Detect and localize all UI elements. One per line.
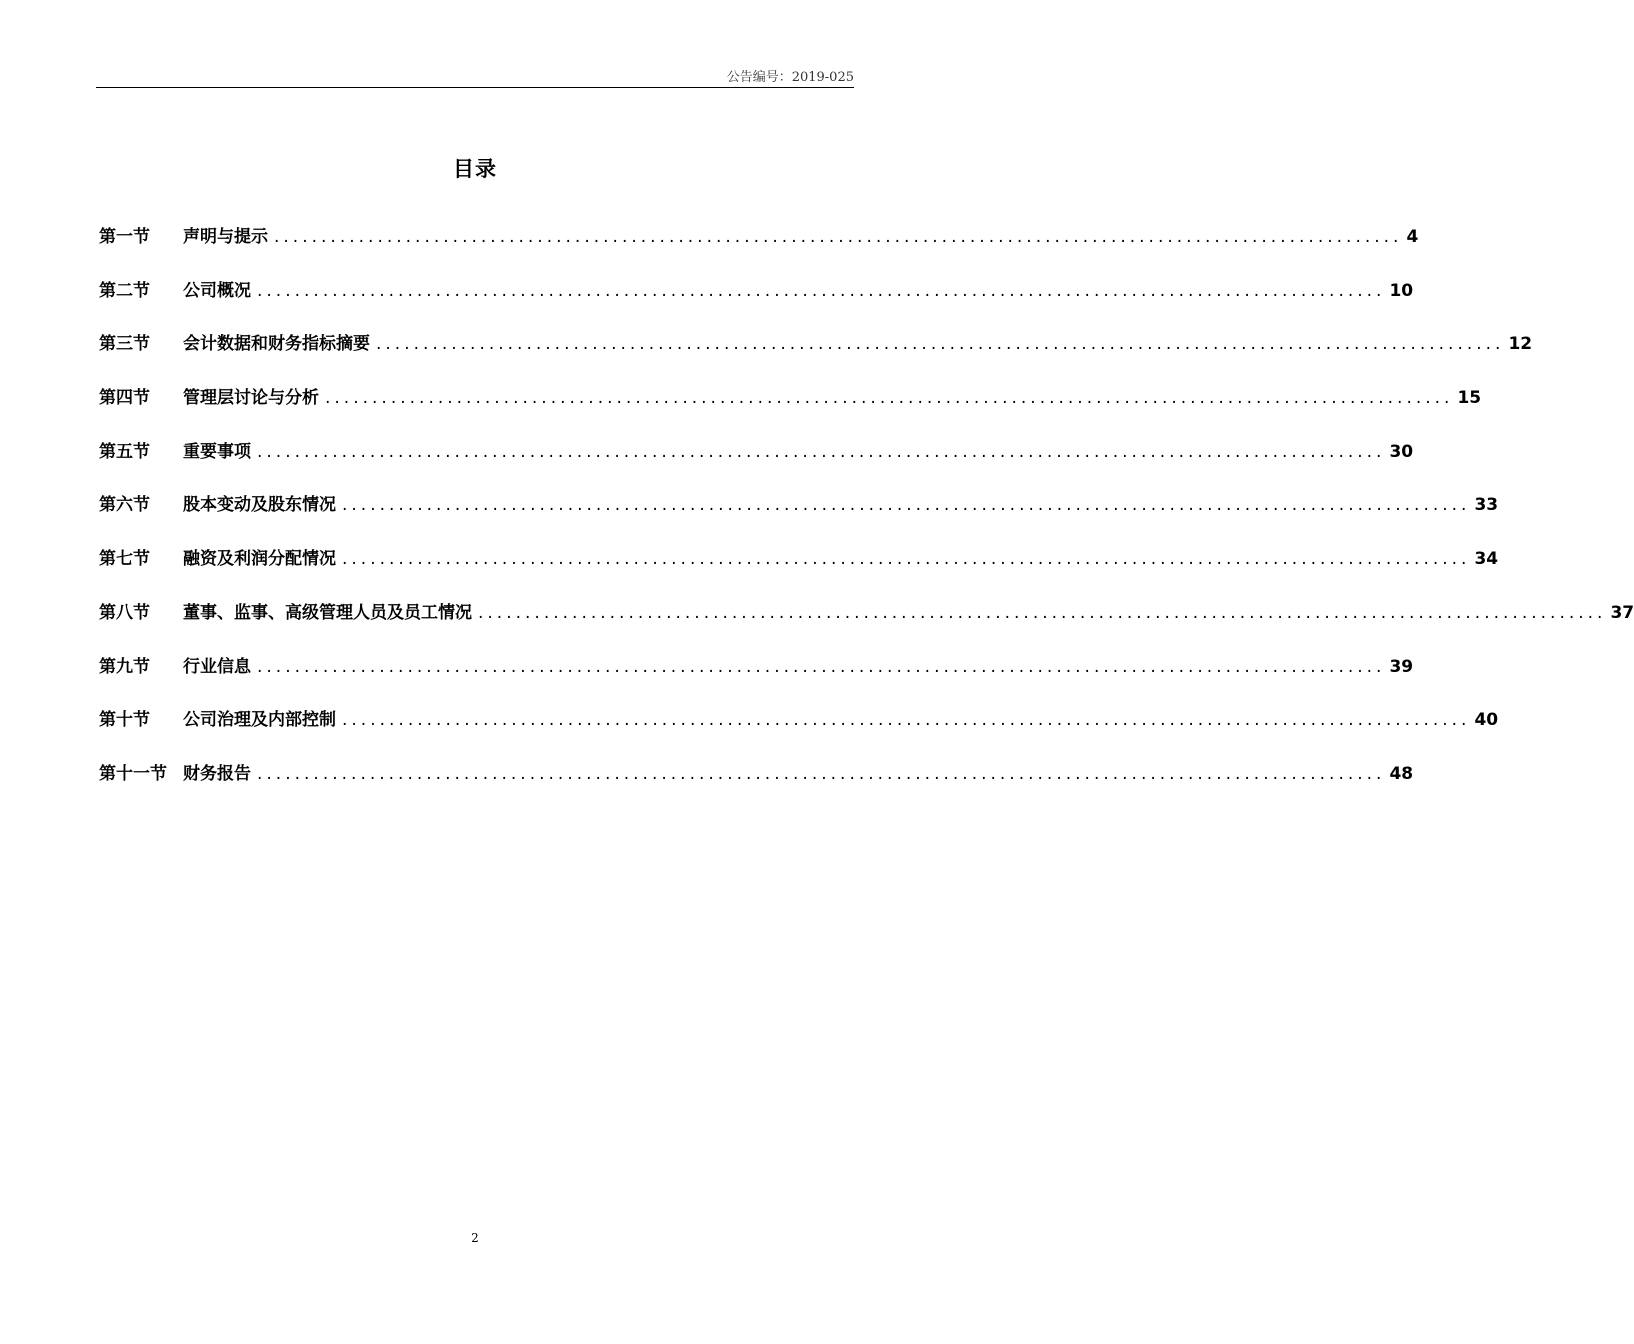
toc-page-number: 34 xyxy=(1474,549,1499,570)
toc-entry[interactable] xyxy=(99,437,1414,491)
toc-section-heading: 公司治理及内部控制 xyxy=(183,710,336,731)
toc-entry[interactable] xyxy=(99,544,1499,598)
toc-section-number: 第一节 xyxy=(99,227,150,247)
toc-dot-leader: ........................................................................................................................ xyxy=(274,227,1403,247)
toc-section-heading: 声明与提示 xyxy=(183,227,268,247)
toc-section-number: 第五节 xyxy=(99,441,150,462)
toc-section-number: 第九节 xyxy=(99,656,150,677)
toc-page-number: 15 xyxy=(1457,388,1482,409)
toc-section-heading: 董事、监事、高级管理人员及员工情况 xyxy=(183,602,472,623)
toc-page-number: 33 xyxy=(1474,495,1499,516)
toc-entry[interactable] xyxy=(99,329,1533,383)
toc-page-number: 37 xyxy=(1610,602,1634,623)
toc-dot-leader: ........................................................................................................................ xyxy=(478,602,1607,623)
toc-entry[interactable] xyxy=(99,383,1482,437)
toc-dot-leader: ........................................................................................................................ xyxy=(257,441,1386,462)
toc-page-number: 40 xyxy=(1474,710,1499,731)
toc-section-number: 第六节 xyxy=(99,495,150,516)
toc-page-number: 48 xyxy=(1389,763,1414,784)
toc-section-number: 第三节 xyxy=(99,334,150,355)
toc-dot-leader: ........................................................................................................................ xyxy=(376,334,1505,355)
toc-section-number: 第四节 xyxy=(99,388,150,409)
toc-entry[interactable] xyxy=(99,705,1499,759)
toc-entry[interactable] xyxy=(99,490,1499,544)
toc-entry[interactable] xyxy=(99,759,1414,813)
toc-section-number: 第十节 xyxy=(99,710,150,731)
toc-section-number: 第二节 xyxy=(99,280,150,301)
toc-section-heading: 会计数据和财务指标摘要 xyxy=(183,334,370,355)
toc-dot-leader: ........................................................................................................................ xyxy=(342,495,1471,516)
toc-entry[interactable] xyxy=(99,222,1419,276)
toc-section-number: 第十一节 xyxy=(99,763,167,784)
toc-page-number: 30 xyxy=(1389,441,1414,462)
toc-page-number: 12 xyxy=(1508,334,1533,355)
toc-section-heading: 股本变动及股东情况 xyxy=(183,495,336,516)
toc-dot-leader: ........................................................................................................................ xyxy=(257,763,1386,784)
toc-section-heading: 融资及利润分配情况 xyxy=(183,549,336,570)
toc-dot-leader: ........................................................................................................................ xyxy=(257,656,1386,677)
toc-list xyxy=(99,222,1634,813)
toc-section-number: 第八节 xyxy=(99,602,150,623)
toc-section-heading: 重要事项 xyxy=(183,441,251,462)
header-divider xyxy=(96,87,854,88)
toc-title: 目录 xyxy=(453,157,497,181)
toc-entry[interactable] xyxy=(99,598,1634,652)
toc-section-heading: 公司概况 xyxy=(183,280,251,301)
announcement-number: 公告编号：2019-025 xyxy=(726,70,854,85)
toc-dot-leader: ........................................................................................................................ xyxy=(342,549,1471,570)
toc-page-number: 10 xyxy=(1389,280,1414,301)
page-number: 2 xyxy=(471,1231,479,1245)
toc-dot-leader: ........................................................................................................................ xyxy=(342,710,1471,731)
toc-dot-leader: ........................................................................................................................ xyxy=(325,388,1454,409)
toc-section-heading: 管理层讨论与分析 xyxy=(183,388,319,409)
toc-entry[interactable] xyxy=(99,652,1414,706)
toc-page-number: 39 xyxy=(1389,656,1414,677)
toc-section-number: 第七节 xyxy=(99,549,150,570)
toc-section-heading: 财务报告 xyxy=(183,763,251,784)
toc-dot-leader: ........................................................................................................................ xyxy=(257,280,1386,301)
toc-section-heading: 行业信息 xyxy=(183,656,251,677)
toc-page-number: 4 xyxy=(1406,227,1419,247)
toc-entry[interactable] xyxy=(99,276,1414,330)
